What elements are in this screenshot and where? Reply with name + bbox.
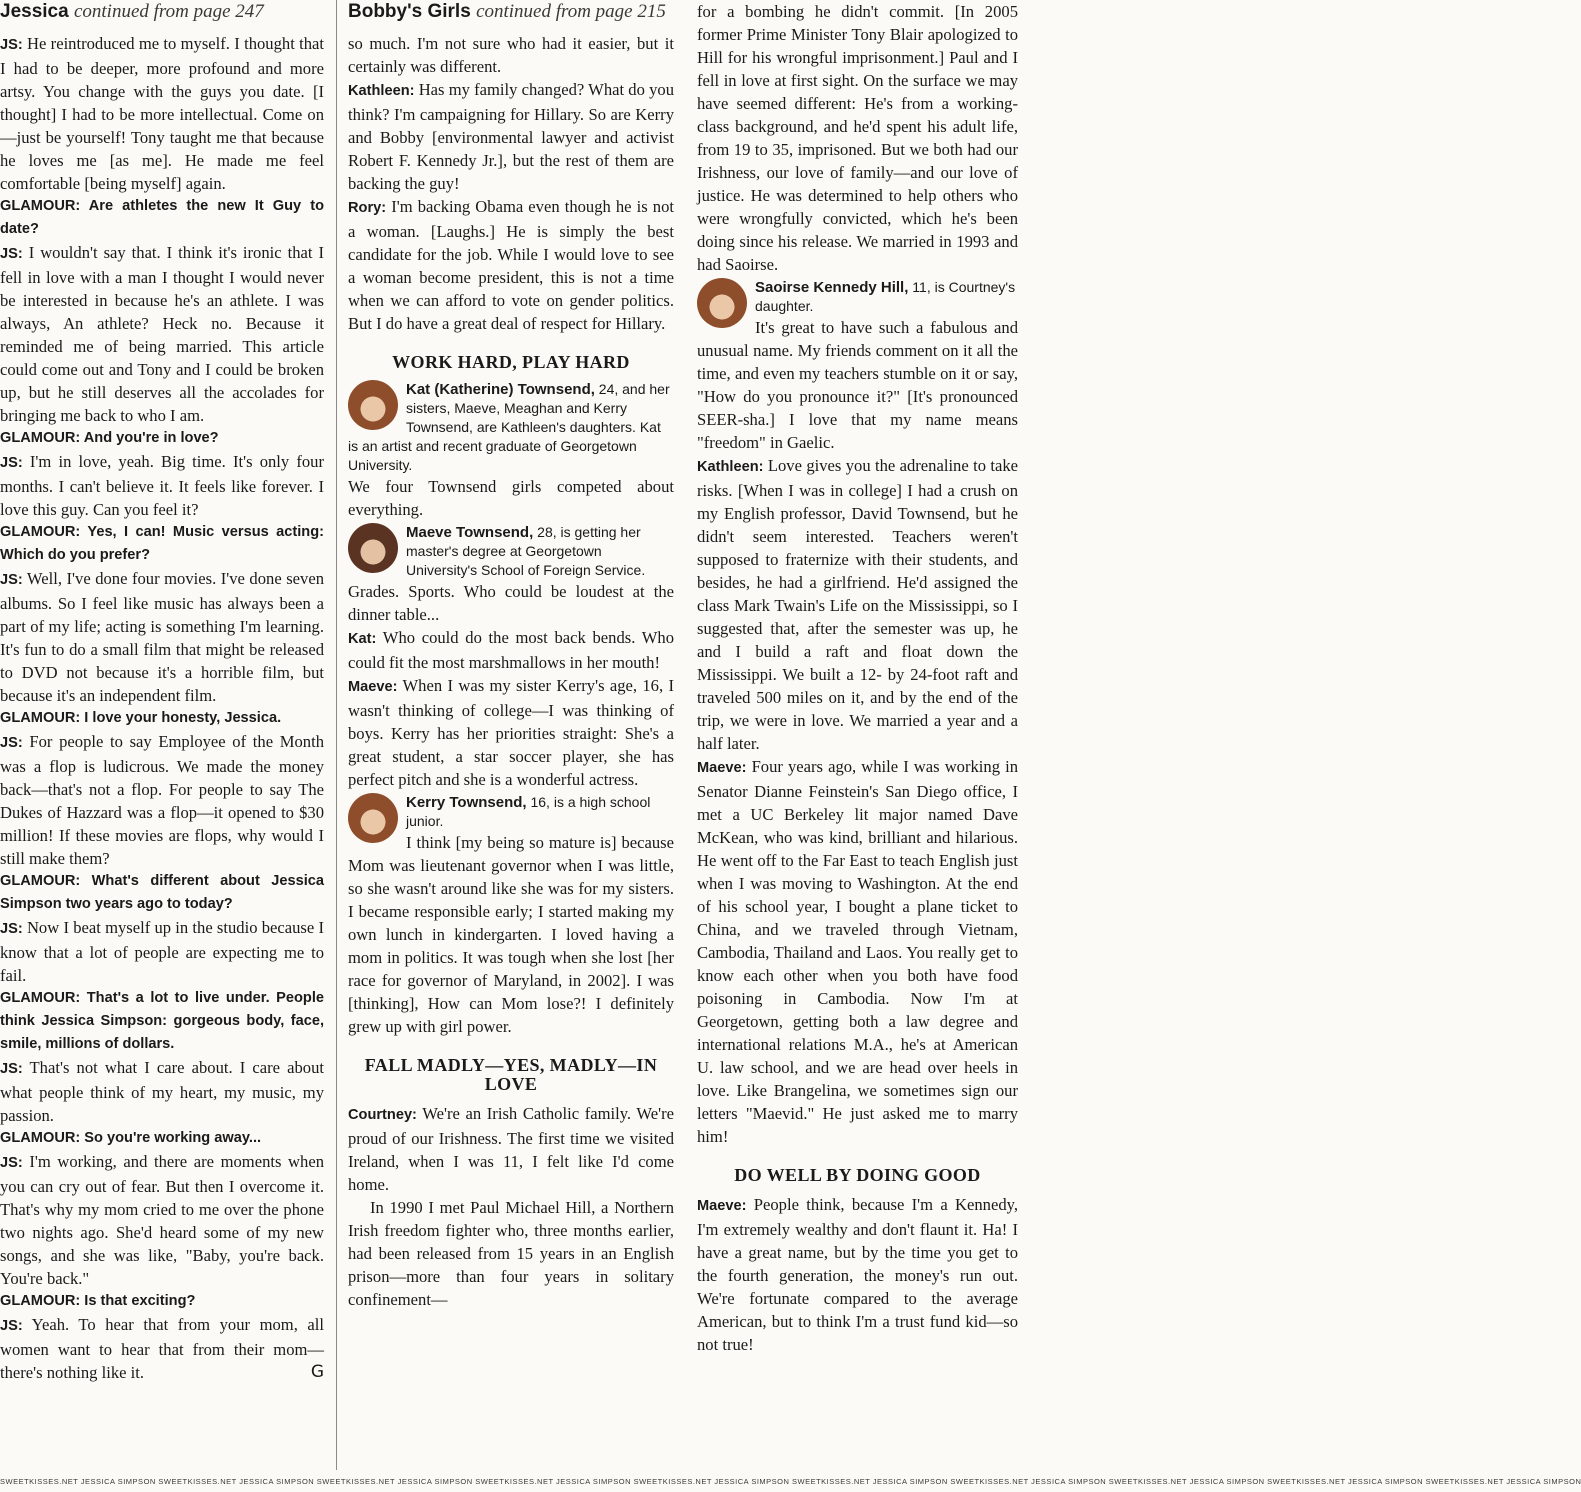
article-paragraph <box>0 730 324 870</box>
running-head-title: Bobby's Girls <box>348 1 471 22</box>
paragraph-text: It's great to have such a fabulous and unusual name. My friends comment on it all the time, and even my teachers stumble on it or say, "How do you pronounce it?" [It's pronounced SEER-sha.] I love that my name means "freedom" in Gaelic. <box>697 318 1018 452</box>
article-paragraph <box>0 1056 324 1127</box>
paragraph-text: I'm working, and there are moments when you can cry out of fear. But then I overcome it. That's why my mom cried to me over the phone two nights ago. She'd heard some of my new songs, and she was like, "Baby, you're back. You're back." <box>0 1152 324 1288</box>
paragraph-text: I think [my being so mature is] because Mom was lieutenant governor when I was little, so she wasn't around like she was for my sisters. I became responsible early; I started making my own lunch in kindergarten. I loved having a mom in politics. It was tough when she lost [her race for governor of Maryland, in 2002]. I was [thinking], How can Mom lose?! I definitely grew up with girl power. <box>348 833 674 1036</box>
speaker-label: JS: <box>0 455 23 471</box>
profile-text: 28, is getting her master's degree at Georgetown University's School of Foreign Service. <box>406 524 646 578</box>
paragraph-text: I'm in love, yeah. Big time. It's only four months. I can't believe it. It feels like forever. I love this guy. Can you feel it? <box>0 452 324 519</box>
paragraph-text: I wouldn't say that. I think it's ironic that I fell in love with a man I thought I would never be interested in because he's an athlete. I was always, An athlete? Heck no. Because it reminded me of being married. This article could come out and Tony and I could be broken up, but he still deserves all the accolades for bringing me back to who I am. <box>0 243 324 425</box>
article-paragraph <box>348 831 674 1038</box>
profile-text: 16, is a high school junior. <box>406 794 651 829</box>
profile-text: 11, is Courtney's daughter. <box>755 279 1016 314</box>
article-paragraph <box>697 0 1018 276</box>
section-heading: WORK HARD, PLAY HARD <box>392 352 630 372</box>
speaker-label: Courtney: <box>348 1107 417 1123</box>
paragraph-text: so much. I'm not sure who had it easier, but it certainly was different. <box>348 34 674 76</box>
portrait-photo <box>348 523 398 573</box>
paragraph-text: Well, I've done four movies. I've done seven albums. So I feel like music has always been a part of my life; acting is something I'm learning. It's fun to do a small film that might be released to DVD not because it's a horrible film, but because it's an independent film. <box>0 569 324 705</box>
speaker-label: Maeve: <box>697 1198 747 1214</box>
running-head-bobbys-girls <box>348 0 674 24</box>
running-head-title: Jessica <box>0 1 69 22</box>
speaker-label: JS: <box>0 1061 23 1077</box>
article-paragraph <box>348 580 674 626</box>
column-bobbys-girls <box>348 0 674 1470</box>
paragraph-text: Has my family changed? What do you think? I'm campaigning for Hillary. So are Kerry and Bobby [environmental lawyer and activist Robert F. Kennedy Jr.], but the rest of them are backing the guy! <box>348 80 674 193</box>
speaker-label: JS: <box>0 1155 23 1171</box>
glamour-question: GLAMOUR: And you're in love? <box>0 430 219 446</box>
paragraph-text: Grades. Sports. Who could be loudest at the dinner table... <box>348 582 674 624</box>
paragraph-text: For people to say Employee of the Month was a flop is ludicrous. We made the money back—that's not a flop. For people to say The Dukes of Hazzard was a flop—it opened to $30 million! If these movies are flops, why would I still make them? <box>0 732 324 868</box>
profile-name: Maeve Townsend, <box>406 524 534 541</box>
column-jessica <box>0 0 324 1470</box>
paragraph-text: Yeah. To hear that from your mom, all women want to hear that from their mom—there's nothing like it. <box>0 1315 324 1382</box>
speaker-label: Maeve: <box>697 760 747 776</box>
article-paragraph <box>348 1102 674 1196</box>
article-paragraph <box>697 316 1018 454</box>
running-head-continued: continued from page 215 <box>476 1 666 22</box>
article-paragraph <box>348 475 674 521</box>
speaker-label: Rory: <box>348 200 387 216</box>
speaker-label: Kathleen: <box>697 459 764 475</box>
column-rule <box>336 0 337 1470</box>
watermark-strip: SWEETKISSES.NET JESSICA SIMPSON SWEETKISSES.NET JESSICA SIMPSON SWEETKISSES.NET JESSICA SIMPSON SWEETKISSES.NET JESSICA SIMPSON SWEETKISSES.NET JESSICA SIMPSON SWEETKISSES.NET JESSICA SIMPSON SWEETKISSES.NET JESSICA SIMPSON SWEETKISSES.NET JESSICA SIMPSON SWEETKISSES.NET JESSICA SIMPSON SWEETKISSES.NET JESSICA SIMPSON <box>0 1477 1581 1486</box>
profile-text: 24, and her sisters, Maeve, Meaghan and Kerry Townsend, are Kathleen's daughters. Kat is an artist and recent graduate of Georgetown University. <box>348 381 670 473</box>
article-paragraph <box>348 195 674 335</box>
article-paragraph <box>348 32 674 78</box>
article-paragraph <box>0 916 324 987</box>
end-mark-icon: G <box>310 1362 324 1382</box>
running-head-continued: continued from page 247 <box>73 1 264 22</box>
profile-name: Kerry Townsend, <box>406 794 527 811</box>
article-paragraph <box>697 1193 1018 1356</box>
paragraph-text: Who could do the most back bends. Who could fit the most marshmallows in her mouth! <box>348 628 674 672</box>
profile-caption <box>697 278 1018 316</box>
glamour-question: GLAMOUR: Is that exciting? <box>0 1293 196 1309</box>
speaker-label: Kat: <box>348 631 377 647</box>
article-paragraph <box>0 1313 324 1384</box>
glamour-question: GLAMOUR: So you're working away... <box>0 1130 262 1146</box>
speaker-label: JS: <box>0 572 23 588</box>
article-paragraph <box>348 626 674 674</box>
paragraph-text: Love gives you the adrenaline to take risks. [When I was in college] I had a crush on my English professor, David Townsend, but he didn't seem interested. Teachers weren't supposed to fraternize with their students, and besides, he had a girlfriend. He'd assigned the class Mark Twain's Life on the Mississippi, so I suggested that, after the semester was up, he and I build a raft and float down the Mississippi. We built a 12- by 24-foot raft and traveled 500 miles on it, and by the end of the trip, we were in love. We married a year and a half later. <box>697 456 1018 753</box>
paragraph-text: We four Townsend girls competed about everything. <box>348 477 674 519</box>
paragraph-text: People think, because I'm a Kennedy, I'm extremely wealthy and don't flaunt it. Ha! I have a great name, but by the time you get to the fourth generation, the money's run out. We're fortunate compared to the average American, but to think I'm a trust fund kid—so not true! <box>697 1195 1018 1354</box>
paragraph-text: He reintroduced me to myself. I thought that I had to be deeper, more profound and more artsy. You change with the guys you date. [I thought] I had to be more intellectual. Come on—just be yourself! Tony taught me that because he loves me [as me]. He made me feel comfortable [being myself] again. <box>0 34 324 193</box>
speaker-label: Maeve: <box>348 679 398 695</box>
glamour-question: GLAMOUR: Are athletes the new It Guy to date? <box>0 198 324 237</box>
speaker-label: JS: <box>0 1318 23 1334</box>
column-body <box>697 0 1018 1356</box>
article-paragraph <box>0 1150 324 1290</box>
profile-caption <box>348 380 674 475</box>
article-paragraph <box>0 241 324 427</box>
paragraph-text: When I was my sister Kerry's age, 16, I wasn't thinking of college—I was thinking of boys. Kerry has her priorities straight: She's a great student, a star soccer player, she has perfect pitch and she is a wonderful actress. <box>348 676 674 789</box>
article-paragraph <box>0 450 324 521</box>
profile-caption <box>348 793 674 831</box>
article-paragraph <box>0 567 324 707</box>
article-paragraph <box>0 32 324 195</box>
speaker-label: JS: <box>0 37 23 53</box>
speaker-label: JS: <box>0 921 23 937</box>
portrait-photo <box>348 793 398 843</box>
paragraph-text: We're an Irish Catholic family. We're proud of our Irishness. The first time we visited Ireland, when I was 11, I felt like I'd come home. <box>348 1104 674 1194</box>
profile-name: Kat (Katherine) Townsend, <box>406 381 595 398</box>
running-head-jessica <box>0 0 324 24</box>
paragraph-text: Four years ago, while I was working in Senator Dianne Feinstein's San Diego office, I met a UC Berkeley lit major named Dave McKean, who was kind, brilliant and hilarious. He went off to the Far East to teach English just when I was moving to Washington. At the end of his school year, I bought a plane ticket to China, and we traveled through Vietnam, Cambodia, Thailand and Laos. You really get to know each other when you both have food poisoning in Cambodia. Now I'm at Georgetown, getting both a law degree and international relations M.A., he's at American U. law school, and we are head over heels in love. Like Brangelina, we sometimes sign our letters "Maevid." He just asked me to marry him! <box>697 757 1018 1146</box>
speaker-label: Kathleen: <box>348 83 415 99</box>
article-paragraph <box>348 78 674 195</box>
column-body <box>0 32 324 1384</box>
article-paragraph <box>348 1196 674 1311</box>
glamour-question: GLAMOUR: Yes, I can! Music versus acting: Which do you prefer? <box>0 524 324 563</box>
column-continued <box>697 0 1018 1470</box>
paragraph-text: for a bombing he didn't commit. [In 2005 former Prime Minister Tony Blair apologized to Hill for his wrongful imprisonment.] Paul and I fell in love at first sight. On the surface we may have seemed different: He's from a working-class background, and he'd spent his adult life, from 19 to 35, imprisoned. But we both had our Irishness, our love of family—and our love of justice. He was determined to help others who were wrongfully convicted, which he's been doing since his release. We married in 1993 and had Saoirse. <box>697 2 1018 274</box>
paragraph-text: That's not what I care about. I care about what people think of my heart, my music, my passion. <box>0 1058 324 1125</box>
glamour-question: GLAMOUR: What's different about Jessica Simpson two years ago to today? <box>0 873 324 912</box>
speaker-label: JS: <box>0 246 23 262</box>
profile-name: Saoirse Kennedy Hill, <box>755 279 909 296</box>
paragraph-text: I'm backing Obama even though he is not a woman. [Laughs.] He is simply the best candidate for the job. While I would love to see a woman become president, this is not a time when we can afford to vote on gender politics. But I do have a great deal of respect for Hillary. <box>348 197 674 333</box>
column-body <box>348 32 674 1311</box>
article-paragraph <box>697 454 1018 755</box>
glamour-question: GLAMOUR: I love your honesty, Jessica. <box>0 710 282 726</box>
profile-caption <box>348 523 674 580</box>
section-heading: FALL MADLY—YES, MADLY—IN LOVE <box>364 1055 658 1094</box>
speaker-label: JS: <box>0 735 23 751</box>
section-heading: DO WELL BY DOING GOOD <box>734 1165 981 1185</box>
article-paragraph <box>697 755 1018 1148</box>
article-paragraph <box>348 674 674 791</box>
portrait-photo <box>348 380 398 430</box>
paragraph-text: Now I beat myself up in the studio because I know that a lot of people are expecting me to fail. <box>0 918 324 985</box>
paragraph-text: In 1990 I met Paul Michael Hill, a Northern Irish freedom fighter who, three months earlier, had been released from 15 years in an English prison—more than four years in solitary confinement— <box>348 1198 674 1309</box>
portrait-photo <box>697 278 747 328</box>
glamour-question: GLAMOUR: That's a lot to live under. People think Jessica Simpson: gorgeous body, face, smile, millions of dollars. <box>0 990 324 1052</box>
